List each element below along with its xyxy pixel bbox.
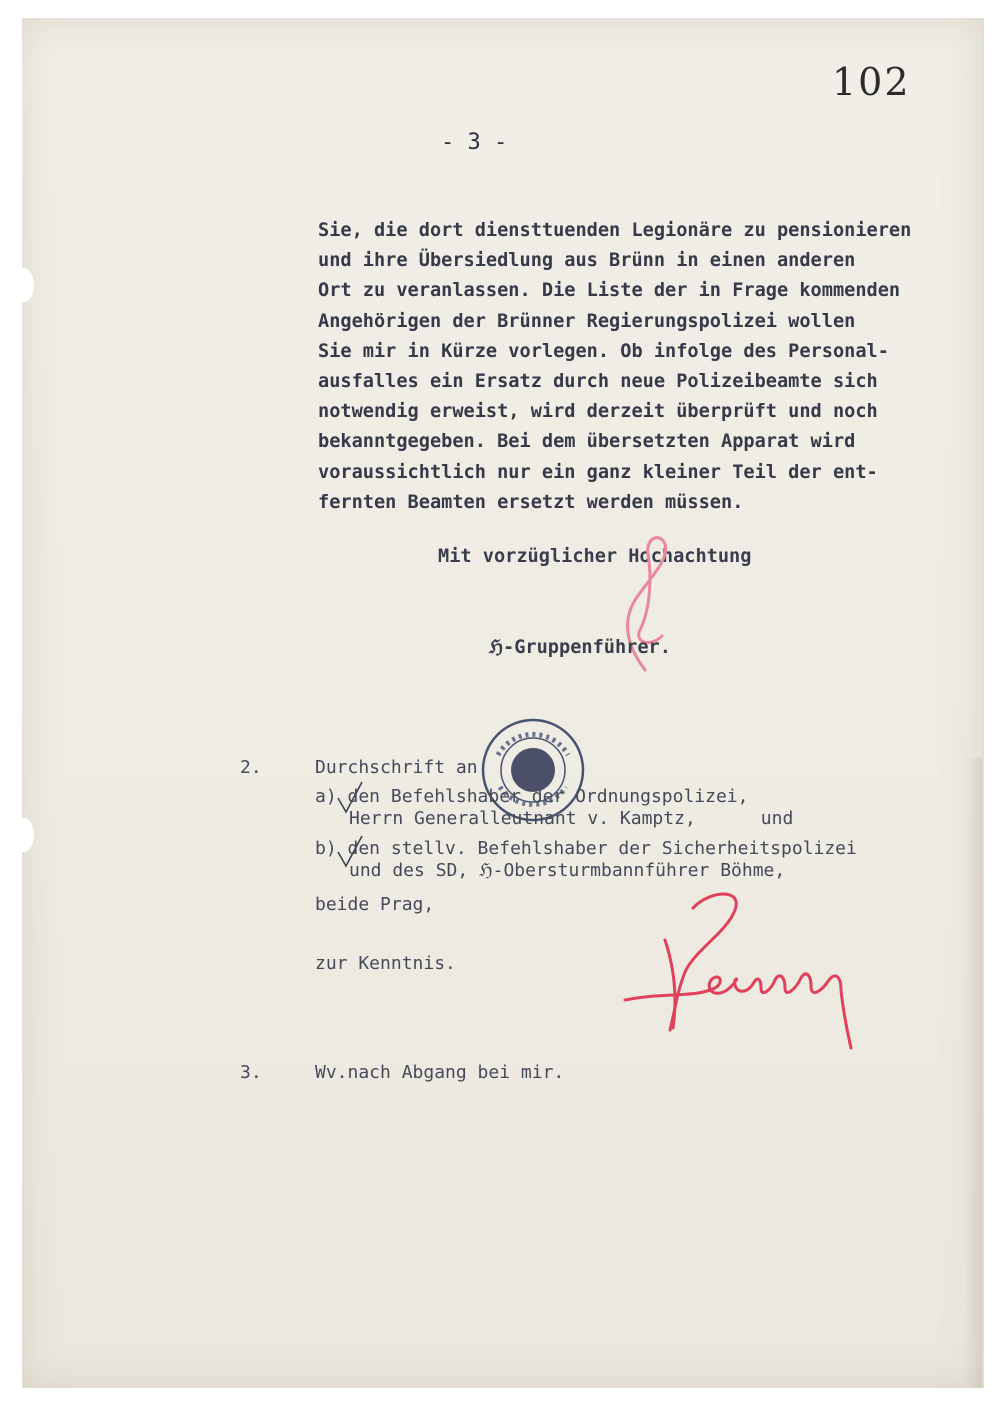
resubmission-note: Wv.nach Abgang bei mir. xyxy=(315,1062,565,1083)
signatory-rank: ℌ-Gruppenführer. xyxy=(489,637,671,658)
body-line: Sie, die dort diensttuenden Legionäre zu pensionieren xyxy=(318,220,912,241)
check-marks xyxy=(332,780,372,890)
letter-body xyxy=(318,216,911,518)
archive-page-number: 102 xyxy=(832,60,911,104)
distribution-heading: Durchschrift an xyxy=(315,757,478,778)
body-line: fernten Beamten ersetzt werden müssen. xyxy=(318,491,744,513)
body-line: Angehörigen der Brünner Regierungspolizei wollen xyxy=(318,310,856,332)
item-2-number: 2. xyxy=(240,757,262,778)
recipient-b-line2: und des SD, ℌ-Obersturmbannführer Böhme, xyxy=(349,860,786,881)
page-header: - 3 - xyxy=(441,130,508,155)
body-line: Ort zu veranlassen. Die Liste der in Frage kommenden xyxy=(318,280,901,302)
item-3-number: 3. xyxy=(240,1062,262,1083)
body-line: voraussichtlich nur ein ganz kleiner Teil der ent- xyxy=(318,461,878,483)
body-line: Sie mir in Kürze vorlegen. Ob infolge des Personal- xyxy=(318,340,889,362)
recipient-a-line2: Herrn Generalleutnant v. Kamptz, und xyxy=(349,808,794,829)
both-prague: beide Prag, xyxy=(315,894,435,915)
closing-salutation: Mit vorzüglicher Hochachtung xyxy=(438,546,752,567)
recipient-a-line1: a) den Befehlshaber der Ordnungspolizei, xyxy=(315,786,749,807)
recipient-b-line1: b) den stellv. Befehlshaber der Sicherheitspolizei xyxy=(315,838,857,859)
punch-hole xyxy=(14,268,34,302)
body-line: notwendig erweist, wird derzeit überprüft und noch xyxy=(318,401,878,423)
punch-hole xyxy=(14,818,34,852)
page-edge-shadow xyxy=(964,758,982,1388)
body-line: bekanntgegeben. Bei dem übersetzten Apparat wird xyxy=(318,431,856,453)
body-line: und ihre Übersiedlung aus Brünn in einen anderen xyxy=(318,250,856,272)
red-handwritten-signature xyxy=(615,880,885,1070)
for-information: zur Kenntnis. xyxy=(315,953,456,974)
body-line: ausfalles ein Ersatz durch neue Polizeibeamte sich xyxy=(318,371,878,393)
